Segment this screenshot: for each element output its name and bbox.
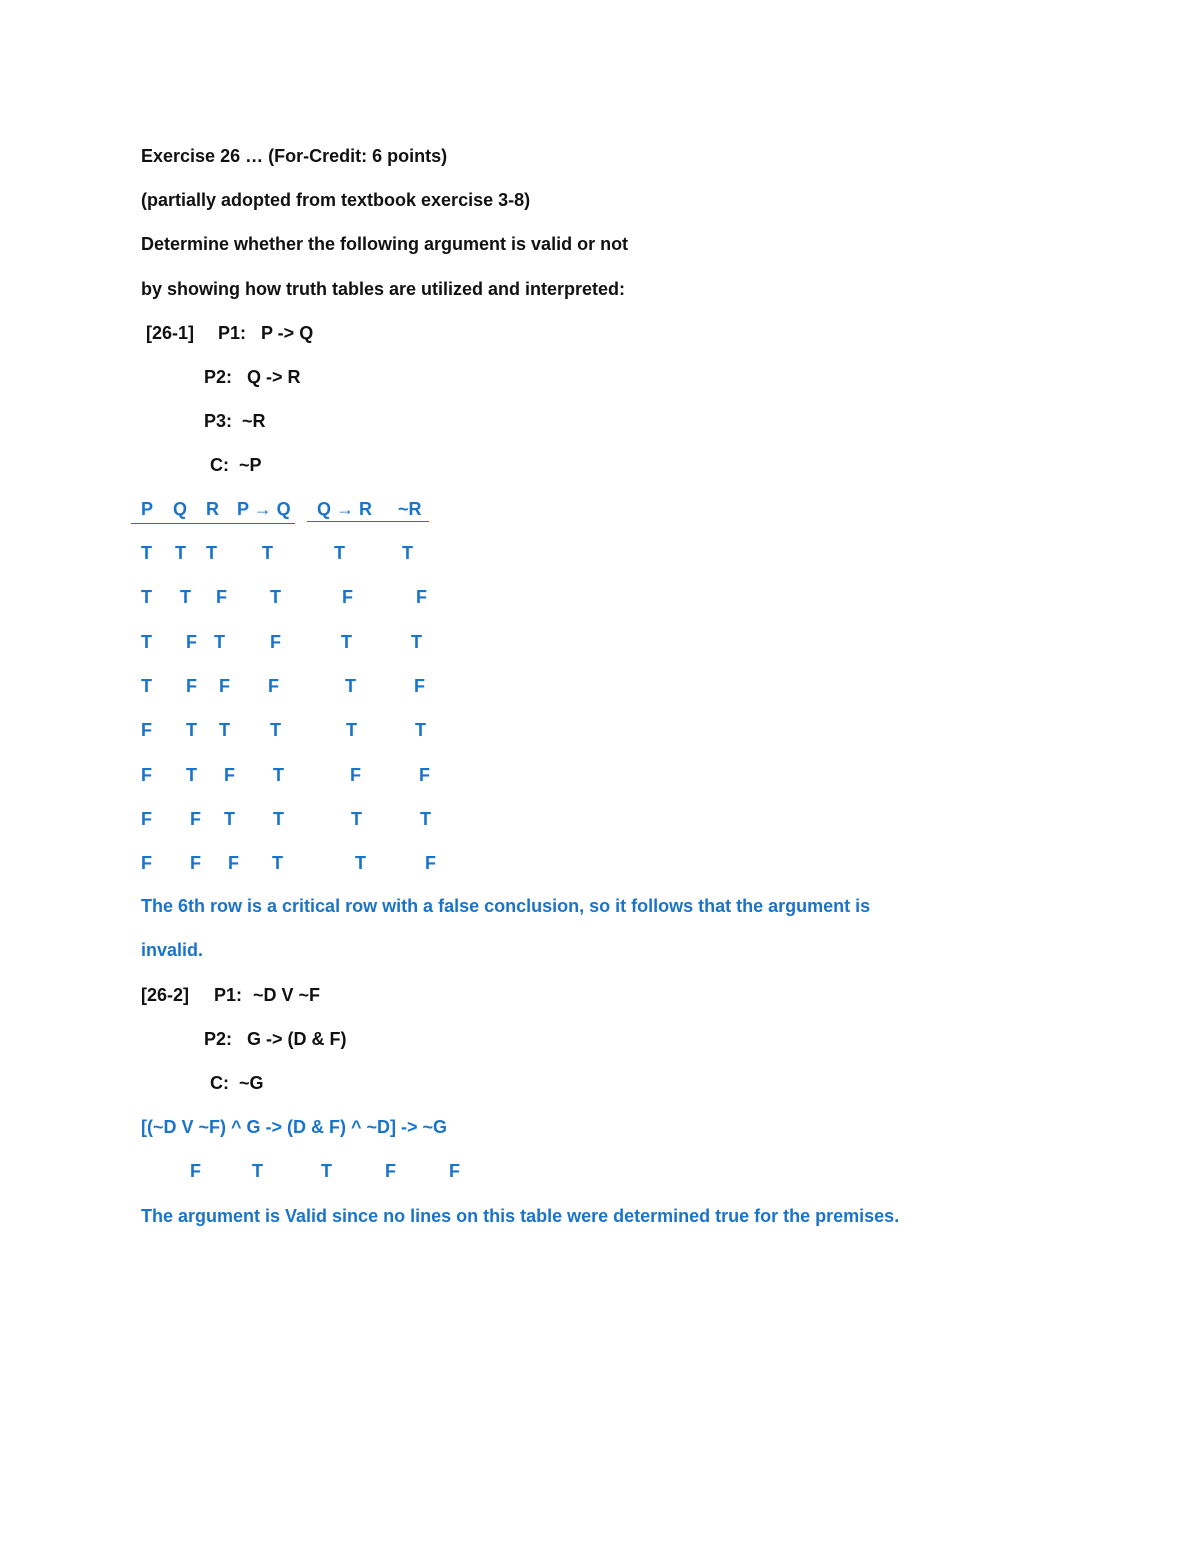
source-note: (partially adopted from textbook exercise 3-8) bbox=[141, 190, 531, 210]
formula-value: F bbox=[385, 1161, 396, 1181]
formula-value: F bbox=[449, 1161, 460, 1181]
table-cell-p-implies-q: T bbox=[273, 809, 284, 829]
table-cell-r: F bbox=[224, 765, 235, 785]
table-cell-p: F bbox=[141, 853, 152, 873]
table-cell-p: F bbox=[141, 720, 152, 740]
part1-conclusion: C: ~P bbox=[210, 455, 262, 475]
part1-premise1-label: P1: bbox=[218, 323, 247, 343]
part2-verdict: The argument is Valid since no lines on this table were determined true for the premises. bbox=[141, 1206, 900, 1226]
table-cell-r: F bbox=[228, 853, 239, 873]
table-cell-p-implies-q: T bbox=[270, 720, 281, 740]
part2-premise1-expr: ~D V ~F bbox=[253, 985, 321, 1005]
part1-premise3: P3: ~R bbox=[204, 411, 266, 431]
formula-value: F bbox=[190, 1161, 201, 1181]
table-cell-q: T bbox=[175, 543, 186, 563]
table-cell-p: T bbox=[141, 632, 152, 652]
part1-tag: [26-1] bbox=[146, 323, 195, 343]
formula-value: T bbox=[321, 1161, 332, 1181]
table-cell-q: F bbox=[186, 676, 197, 696]
table-cell-r: T bbox=[219, 720, 230, 740]
table-cell-q-implies-r: F bbox=[350, 765, 361, 785]
table-cell-r: T bbox=[224, 809, 235, 829]
table-header-p: P bbox=[141, 499, 154, 519]
table-cell-p-implies-q: T bbox=[262, 543, 273, 563]
table-cell-not-r: F bbox=[414, 676, 425, 696]
part1-conclusion-line2: invalid. bbox=[141, 940, 204, 960]
table-cell-q: T bbox=[186, 720, 197, 740]
part2-premise1-label: P1: bbox=[214, 985, 243, 1005]
formula-value: T bbox=[252, 1161, 263, 1181]
table-cell-q-implies-r: T bbox=[341, 632, 352, 652]
table-header-rule-right bbox=[307, 521, 429, 522]
table-header-r: R bbox=[206, 499, 219, 519]
table-cell-r: T bbox=[214, 632, 225, 652]
table-cell-p-implies-q: F bbox=[270, 632, 281, 652]
table-header-rule-left bbox=[131, 523, 295, 524]
table-header-p-implies-q: P → Q bbox=[237, 499, 291, 519]
instruction-line-1: Determine whether the following argument is valid or not bbox=[141, 234, 629, 254]
table-cell-p-implies-q: T bbox=[272, 853, 283, 873]
table-cell-q: T bbox=[186, 765, 197, 785]
table-cell-q: F bbox=[186, 632, 197, 652]
table-cell-p-implies-q: F bbox=[268, 676, 279, 696]
table-cell-not-r: F bbox=[425, 853, 436, 873]
instruction-line-2: by showing how truth tables are utilized and interpreted: bbox=[141, 279, 626, 299]
part1-conclusion-line1: The 6th row is a critical row with a false conclusion, so it follows that the argument is bbox=[141, 896, 871, 916]
table-cell-q: F bbox=[190, 853, 201, 873]
table-cell-p: F bbox=[141, 809, 152, 829]
table-cell-q-implies-r: T bbox=[345, 676, 356, 696]
table-cell-not-r: F bbox=[416, 587, 427, 607]
table-cell-not-r: T bbox=[420, 809, 431, 829]
part1-premise2: P2: Q -> R bbox=[204, 367, 301, 387]
combined-formula: [(~D V ~F) ^ G -> (D & F) ^ ~D] -> ~G bbox=[141, 1117, 448, 1137]
table-cell-q-implies-r: T bbox=[334, 543, 345, 563]
table-header-q: Q bbox=[173, 499, 188, 519]
table-cell-q-implies-r: F bbox=[342, 587, 353, 607]
table-cell-not-r: F bbox=[419, 765, 430, 785]
table-cell-p-implies-q: T bbox=[273, 765, 284, 785]
table-cell-q: F bbox=[190, 809, 201, 829]
table-cell-r: F bbox=[219, 676, 230, 696]
table-cell-p: T bbox=[141, 676, 152, 696]
table-cell-q-implies-r: T bbox=[346, 720, 357, 740]
table-cell-q: T bbox=[180, 587, 191, 607]
part2-premise2: P2: G -> (D & F) bbox=[204, 1029, 347, 1049]
table-header-not-r: ~R bbox=[398, 499, 422, 519]
part2-conclusion: C: ~G bbox=[210, 1073, 264, 1093]
table-cell-p: T bbox=[141, 587, 152, 607]
table-cell-r: F bbox=[216, 587, 227, 607]
table-cell-not-r: T bbox=[411, 632, 422, 652]
part1-premise1-expr: P -> Q bbox=[261, 323, 314, 343]
table-cell-r: T bbox=[206, 543, 217, 563]
table-cell-p: T bbox=[141, 543, 152, 563]
table-cell-not-r: T bbox=[402, 543, 413, 563]
table-cell-q-implies-r: T bbox=[355, 853, 366, 873]
table-cell-not-r: T bbox=[415, 720, 426, 740]
table-cell-p: F bbox=[141, 765, 152, 785]
part2-tag: [26-2] bbox=[141, 985, 190, 1005]
table-cell-q-implies-r: T bbox=[351, 809, 362, 829]
exercise-title: Exercise 26 … (For-Credit: 6 points) bbox=[141, 146, 448, 166]
table-cell-p-implies-q: T bbox=[270, 587, 281, 607]
table-header-q-implies-r: Q → R bbox=[317, 499, 373, 519]
